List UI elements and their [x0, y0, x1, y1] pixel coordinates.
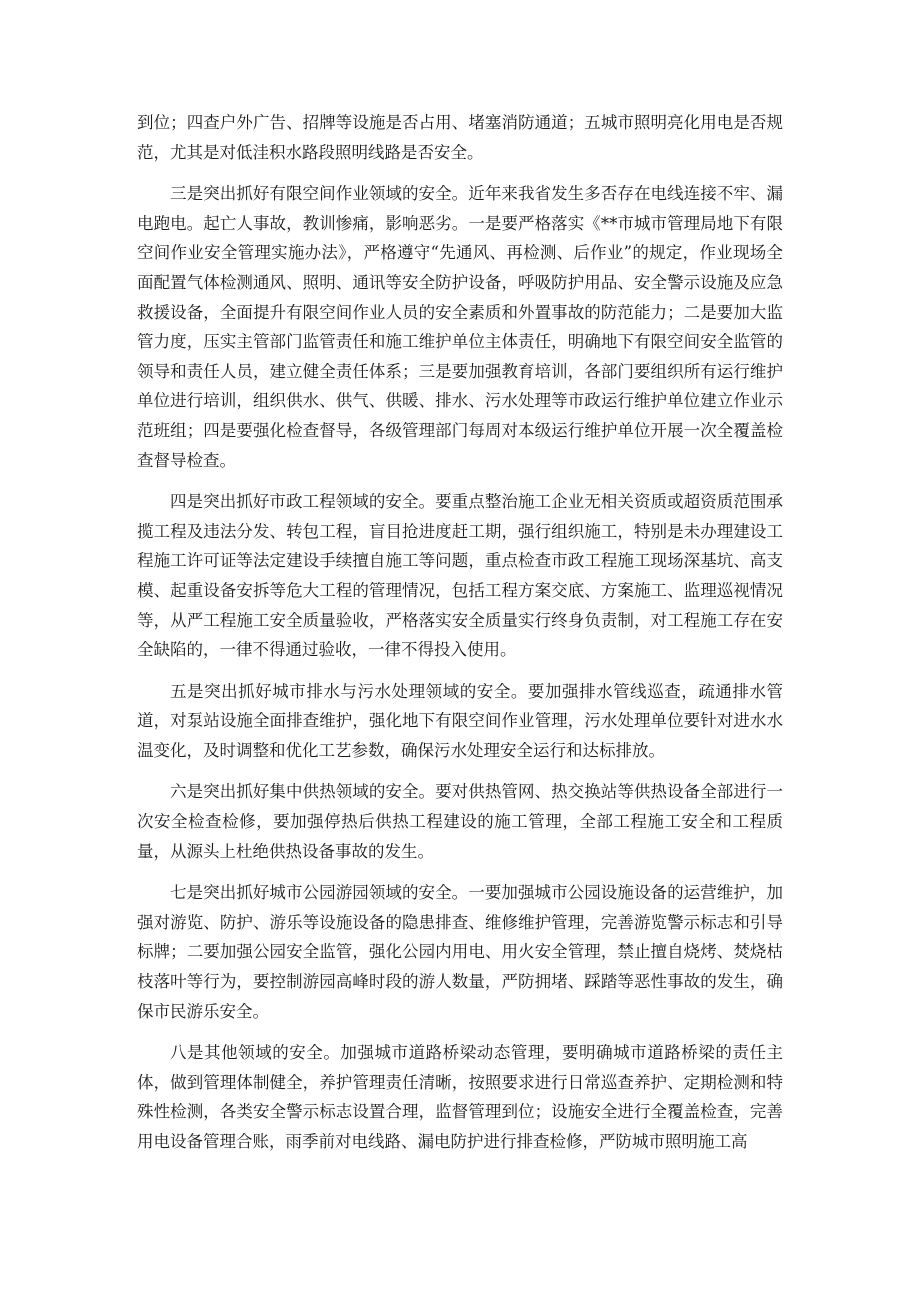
paragraph-drainage-sewage-safety: 五是突出抓好城市排水与污水处理领域的安全。要加强排水管线巡查，疏通排水管道，对泵站设施全面排查维护，强化地下有限空间作业管理，污水处理单位要针对进水水温变化，及时调整和优化工艺参数，确保污水处理安全运行和达标排放。	[137, 681, 783, 760]
paragraph-park-safety: 七是突出抓好城市公园游园领域的安全。一要加强城市公园设施设备的运营维护，加强对游览、防护、游乐等设施设备的隐患排查、维修维护管理，完善游览警示标志和引导标牌；二要加强公园安全监管，强化公园内用电、用火安全管理，禁止擅自烧烤、焚烧枯枝落叶等行为，要控制游园高峰时段的游人数量，严防拥堵、踩踏等恶性事故的发生，确保市民游乐安全。	[137, 883, 783, 1021]
document-body	[137, 108, 783, 1169]
paragraph-continued: 到位；四查户外广告、招牌等设施是否占用、堵塞消防通道；五城市照明亮化用电是否规范，尤其是对低洼积水路段照明线路是否安全。	[137, 113, 783, 162]
paragraph-other-areas-safety: 八是其他领域的安全。加强城市道路桥梁动态管理，要明确城市道路桥梁的责任主体，做到管理体制健全，养护管理责任清晰，按照要求进行日常巡查养护、定期检测和特殊性检测，各类安全警示标志设置合理，监督管理到位；设施安全进行全覆盖检查，完善用电设备管理合账，雨季前对电线路、漏电防护进行排查检修，严防城市照明施工高	[137, 1043, 783, 1151]
paragraph-central-heating-safety: 六是突出抓好集中供热领域的安全。要对供热管网、热交换站等供热设备全部进行一次安全检查检修，要加强停热后供热工程建设的施工管理，全部工程施工安全和工程质量，从源头上杜绝供热设备事故的发生。	[137, 782, 783, 861]
paragraph-municipal-engineering-safety: 四是突出抓好市政工程领域的安全。要重点整治施工企业无相关资质或超资质范围承揽工程及违法分发、转包工程，盲目抢进度赶工期，强行组织施工，特别是未办理建设工程施工许可证等法定建设手续擅自施工等问题，重点检查市政工程施工现场深基坑、高支模、起重设备安拆等危大工程的管理情况，包括工程方案交底、方案施工、监理巡视情况等，从严工程施工安全质量验收，严格落实安全质量实行终身负责制，对工程施工存在安全缺陷的，一律不得通过验收，一律不得投入使用。	[137, 492, 783, 660]
paragraph-confined-space-safety: 三是突出抓好有限空间作业领域的安全。近年来我省发生多否存在电线连接不牢、漏电跑电。起亡人事故，教训惨痛，影响恶劣。一是要严格落实《**市城市管理局地下有限空间作业安全管理实施办法》，严格遵守“先通风、再检测、后作业”的规定，作业现场全面配置气体检测通风、照明、通讯等安全防护设备，呼吸防护用品、安全警示设施及应急救援设备，全面提升有限空间作业人员的安全素质和外置事故的防范能力；二是要加大监管力度，压实主管部门监管责任和施工维护单位主体责任，明确地下有限空间安全监管的领导和责任人员，建立健全责任体系；三是要加强教育培训，各部门要组织所有运行维护单位进行培训，组织供水、供气、供暖、排水、污水处理等市政运行维护单位建立作业示范班组；四是要强化检查督导，各级管理部门每周对本级运行维护单位开展一次全覆盖检查督导检查。	[137, 184, 783, 470]
